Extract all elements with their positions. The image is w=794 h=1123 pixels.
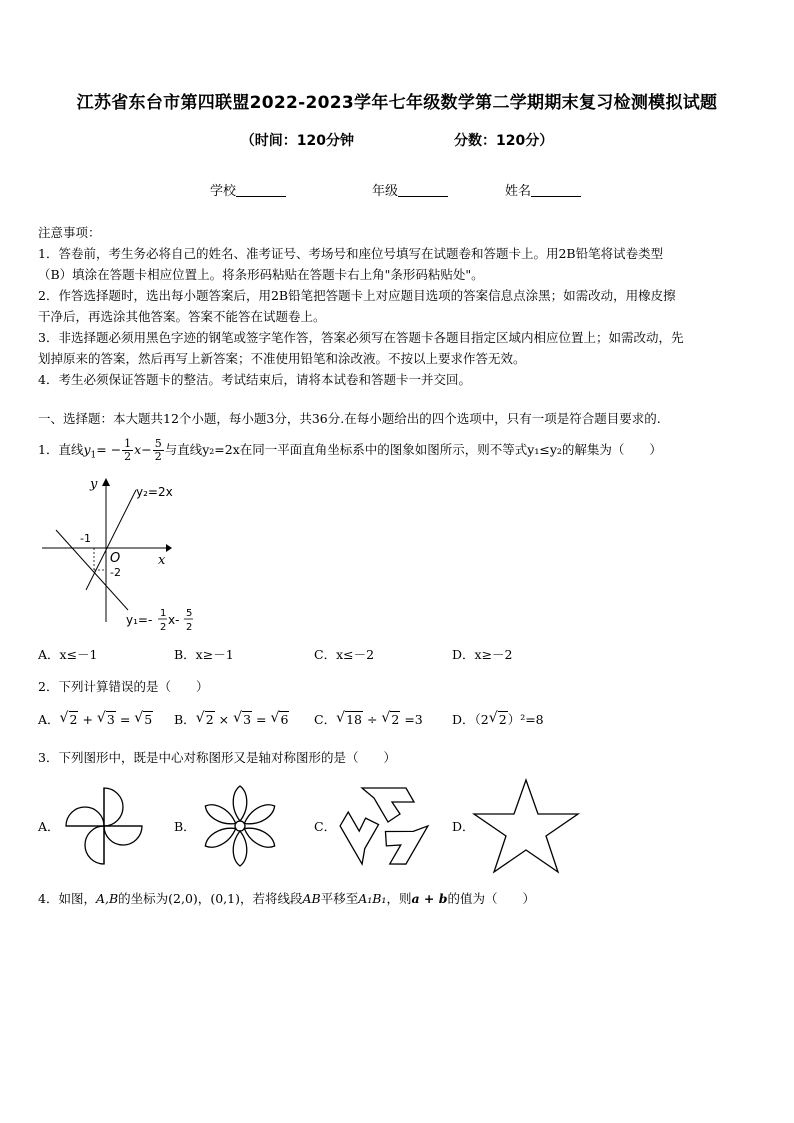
q1-rest: 与直线y₂=2x在同一平面直角坐标系中的图象如图所示，则不等式y₁≤y₂的解集为（ ）: [164, 442, 662, 457]
grade-field[interactable]: [372, 180, 448, 199]
note-line: 4．考生必须保证答题卡的整洁。考试结束后，请将本试卷和答题卡一并交回。: [38, 372, 471, 387]
q1-graph: [38, 472, 198, 637]
q2-option-a[interactable]: A．√ 2 + √ 3 = √ 5: [38, 710, 153, 728]
section-heading: 一、选择题：本大题共12个小题，每小题3分，共36分.在每小题给出的四个选项中，只有一项是符合题目要求的.: [38, 411, 661, 426]
question-2: 2．下列计算错误的是（ ）: [38, 679, 209, 694]
q4-points-ab: A,B: [95, 891, 119, 906]
time-limit: （时间：120分钟: [240, 133, 354, 149]
q2-option-c[interactable]: C．√ 18 ÷ √ 2 =3: [314, 710, 423, 728]
origin-label: O: [110, 551, 121, 566]
question-4: 4．如图，A,B的坐标为(2,0)，(0,1)，若将线段AB平移至A₁B₁，则a + b的值为（ ）: [38, 891, 536, 906]
question-1: 1．直线$y_1=$ − $\frac{1}{2}$ x− $\frac{5}{2}$ 与直线y₂=2x在同一平面直角坐标系中的图象如图所示，则不等式y₁≤y₂的解集为（ ）: [38, 437, 662, 463]
note-line: 3．非选择题必须用黑色字迹的钢笔或签字笔作答，答案必须写在答题卡各题目指定区域内相应位置上；如需改动，先: [38, 330, 684, 345]
q4-segment-translated: A₁B₁: [358, 891, 387, 906]
q2-option-b[interactable]: B．√ 2 × √ 3 = √ 6: [174, 710, 289, 728]
label-y1-mid: x-: [168, 613, 180, 627]
q2-option-d[interactable]: D．（2√ 2）²=8: [452, 710, 544, 728]
x-axis-arrow: [166, 544, 172, 552]
exam-subtitle: [0, 130, 794, 150]
total-score: 分数：120分）: [454, 133, 554, 149]
label-y1-pre: y₁=-: [126, 613, 153, 627]
q4-expression: a + b: [411, 891, 448, 906]
label-y1-f1n: 1: [160, 608, 167, 619]
q3-option-c[interactable]: C．: [314, 819, 337, 834]
label-y1-f2n: 5: [186, 608, 193, 619]
pinwheel-shape: [62, 784, 146, 868]
name-field[interactable]: [505, 180, 581, 199]
flower-shape: [198, 784, 282, 868]
grade-label: 年级: [372, 184, 399, 199]
q3-option-b[interactable]: B．: [174, 819, 196, 834]
q1-option-d[interactable]: D．x≥－2: [452, 647, 513, 662]
label-neg1: -1: [80, 532, 91, 545]
y-axis-arrow: [102, 478, 110, 486]
label-y2: y₂=2x: [136, 485, 173, 499]
q1-option-b[interactable]: B．x≥－1: [174, 647, 234, 662]
x-axis-label: x: [158, 553, 166, 568]
q1-y1: y: [83, 442, 91, 457]
q4-segment: AB: [302, 891, 321, 906]
name-label: 姓名: [505, 184, 532, 199]
q4-coord-b: (0,1): [210, 891, 240, 906]
exam-title: 江苏省东台市第四联盟2022-2023学年七年级数学第二学期期末复习检测模拟试题: [76, 93, 718, 113]
notes-heading: 注意事项：: [38, 225, 101, 240]
q1-eq: = −: [96, 442, 122, 457]
note-line: 干净后，再选涂其他答案。答案不能答在试题卷上。: [38, 309, 326, 324]
note-line: 划掉原来的答案，然后再写上新答案；不准使用铅笔和涂改液。不按以上要求作答无效。: [38, 351, 526, 366]
note-line: 1．答卷前，考生务必将自己的姓名、准考证号、考场号和座位号填写在试题卷和答题卡上。用2B铅笔将试卷类型: [38, 246, 664, 261]
recycle-hexagon-shape: [336, 784, 432, 868]
label-y1-f2d: 2: [186, 622, 193, 633]
label-y1-f1d: 2: [160, 622, 167, 633]
q1-option-c[interactable]: C．x≤－2: [314, 647, 375, 662]
question-3: 3．下列图形中，既是中心对称图形又是轴对称图形的是（ ）: [38, 750, 396, 765]
q1-minus: −: [141, 442, 152, 457]
q1-option-a[interactable]: A．x≤－1: [38, 647, 98, 662]
school-field[interactable]: [210, 180, 286, 199]
q1-frac2: $\frac{5}{2}$: [154, 437, 162, 463]
y-axis-label: y: [90, 477, 98, 492]
q1-frac1: $\frac{1}{2}$: [124, 437, 132, 463]
note-line: 2．作答选择题时，选出每小题答案后，用2B铅笔把答题卡上对应题目选项的答案信息点涂黑；如需改动，用橡皮擦: [38, 288, 676, 303]
notes-block: [38, 222, 758, 390]
school-label: 学校: [210, 184, 237, 199]
label-neg2: -2: [110, 566, 121, 579]
star-shape: [468, 776, 584, 876]
q3-option-a[interactable]: A．: [38, 819, 60, 834]
q4-coord-a: (2,0): [168, 891, 198, 906]
q1-prefix: 1．直线: [38, 442, 84, 457]
note-line: （B）填涂在答题卡相应位置上。将条形码粘贴在答题卡右上角"条形码粘贴处"。: [38, 267, 484, 282]
q1-x: x: [134, 442, 142, 457]
q3-option-d[interactable]: D．: [452, 819, 475, 834]
